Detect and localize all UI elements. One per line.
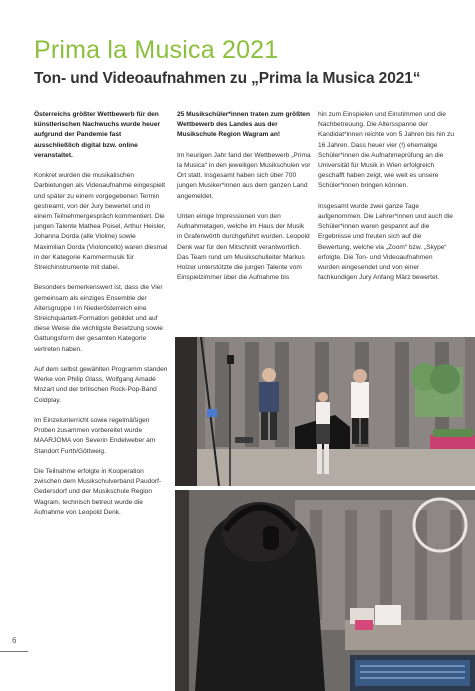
page-number: 6: [12, 636, 17, 645]
text-column-1: [34, 110, 168, 528]
page-number-rule: [0, 651, 28, 652]
article-title: Prima la Musica 2021: [34, 36, 279, 64]
paragraph: Besonders bemerkenswert ist, dass die Vier gemeinsam als einziges Ensemble der Altersgruppe I in Niederösterreich eine Streichquartett-Formation gebildet und auf diese Weise die wichtigste Besetzung sowie Gattungsform der gesamten Kategorie vertreten haben.: [34, 284, 163, 353]
photo-sound-engineer-illustration: [175, 490, 475, 691]
article-subtitle: Ton- und Videoaufnahmen zu „Prima la Musica 2021“: [34, 70, 421, 87]
text-column-2: [177, 110, 311, 294]
text-column-3: [318, 110, 454, 294]
paragraph: hin zum Einspielen und Einstimmen und die Nachbetreuung. Die Altersspanne der Kandidat*innen reichte von 5 Jahren bis hin zu 16 Jahren. Dass heuer vier (!) ehemalige Schüler*innen die Aufnahmeprüfung an die Universität für Musik in Wien erfolgreich geschafft haben zeigt, wie weit es unsere Schüler*innen bringen können.: [318, 111, 454, 190]
lead-paragraph: Österreichs größter Wettbewerb für den künstlerischen Nachwuchs wurde heuer aufgrund der Pandemie fast ausschließlich digital bzw. online veranstaltet.: [34, 111, 161, 159]
paragraph: Im Einzelunterricht sowie regelmäßigen Proben zusammen vorbereitet wurde MAARJOMA von Severin Endelweber am Standort Furth/Göttweig.: [34, 417, 156, 455]
paragraph: Auf dem selbst gewählten Programm standen Werke von Philip Glass, Wolfgang Amadé Mozart und der britischen Rock-Pop-Band Coldplay.: [34, 366, 168, 404]
paragraph: Die Teilnahme erfolgte in Kooperation zwischen dem Musikschulverband Paudorf-Gedersdorf und der Musikschule Region Wagram, technisch betreut wurde die Aufnahme von Leopold Denk.: [34, 468, 162, 516]
lead-paragraph: 25 Musikschüler*innen traten zum größten Wettbewerb des Landes aus der Musikschule Region Wagram an!: [177, 111, 310, 139]
paragraph: Konkret wurden die musikalischen Darbietungen als Videoaufnahme eingespielt und später zu einem vorgegebenen Termin gestreamt, von der Jury bewertet und in einem Teilnehmergespräch kommentiert. Die jungen Talente Mathea Poisel, Arthur Heisler, Johanna Dorda (alle Violine) sowie Maximilian Dorda (Violoncello) waren diesmal in der Kategorie Kammermusik für Streichinstrumente mit dabei.: [34, 172, 168, 272]
photo-recording-session: [175, 337, 475, 486]
photo-recording-session-illustration: [175, 337, 475, 486]
photo-sound-engineer: [175, 490, 475, 691]
paragraph: Insgesamt wurde zwei ganze Tage aufgenommen. Die Lehrer*innen und auch die Schüler*innen waren gespannt auf die Ergebnisse und freuten sich auf die Bewertung, welche via „Zoom“ bzw. „Skype“ erfolgte. Die Ton- und Videoaufnahmen wurden eingesendet und von einer fachkundigen Jury Anfang März bewertet.: [318, 202, 453, 282]
paragraph: Im heurigen Jahr fand der Wettbewerb „Prima la Musica“ in den jeweiligen Musikschulen vor Ort statt. Insgesamt haben sich über 700 jungen Musiker*innen aus dem ganzen Land angemeldet.: [177, 151, 311, 200]
paragraph: Unten einige Impressionen von den Aufnahmetagen, welche im Haus der Musik in Grafenwörth durchgeführt wurden. Leopold Denk war für den Mitschnitt verantwortlich. Das Team rund um Musikschulleiter Markus Holzer unterstützte die jungen Talente vom Einspielzimmer über die Aufnahme bis: [177, 213, 310, 282]
